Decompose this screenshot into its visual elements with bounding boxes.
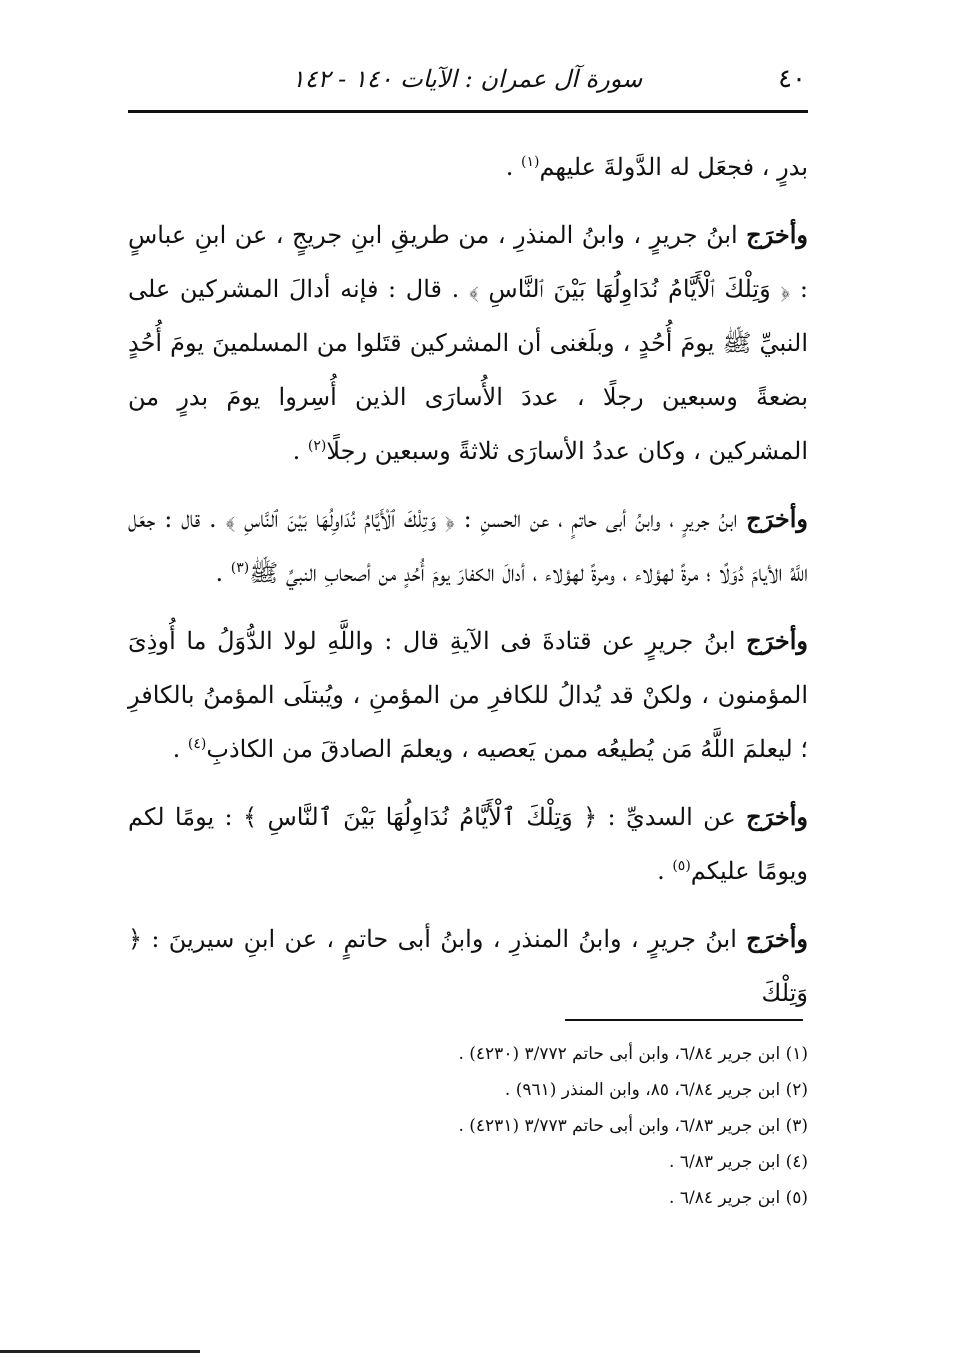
paragraph-lead: وأخرَج (746, 504, 808, 533)
footnote: (٥) ابن جرير ٦/٨٤ . (669, 1188, 808, 1208)
paragraph (128, 790, 808, 898)
paragraph (128, 208, 808, 478)
paragraph (128, 492, 808, 600)
paragraph (128, 140, 808, 194)
page-header (128, 62, 806, 102)
paragraph-lead: وأخرَج (746, 802, 808, 831)
footnote-marker: (٢) (307, 438, 327, 454)
footnote-marker: (١) (520, 154, 540, 170)
paragraph-end: . (215, 559, 231, 587)
paragraph-text: ابنُ جريرٍ ، وابنُ أبى حاتمٍ ، عن الحسنِ : ﴿ وَتِلْكَ ٱلْأَيَّامُ نُدَاوِلُهَا بَيْنَ ٱلنَّاسِ ﴾ . قال : جعَل اللَّهُ الأيامَ دُوَلًا ؛ مرةً لهؤلاء ، ومرةً لهؤلاء ، أدالَ الكفارَ يومَ أُحُدٍ من أصحابِ النبيِّ ﷺ (128, 505, 808, 587)
paragraph-end: . (172, 735, 188, 763)
footnote-rule (565, 1019, 803, 1021)
footnote-marker: (٥) (672, 858, 691, 874)
paragraph-end: . (657, 857, 673, 885)
paragraph-text: ابنُ جريرٍ عن قتادةَ فى الآيةِ قال : واللَّهِ لولا الدُّوَلُ ما أُوذِىَ المؤمنون ، ولكنْ قد يُدالُ للكافرِ من المؤمنِ ، ويُبتلَى المؤمنُ بالكافرِ ؛ ليعلمَ اللَّهُ مَن يُطيعُه ممن يَعصيه ، ويعلمَ الصادقَ من الكاذبِ (128, 627, 808, 763)
footnotes (128, 1036, 808, 1216)
paragraph-lead: وأخرَج (746, 220, 808, 249)
paragraph (128, 614, 808, 776)
paragraph-end: . (505, 153, 521, 181)
page-number: ٤٠ (778, 64, 806, 94)
footnote: (٤) ابن جرير ٦/٨٣ . (669, 1152, 808, 1172)
paragraph (128, 912, 808, 1020)
paragraph-end: . (292, 437, 308, 465)
main-text (128, 140, 808, 1034)
paragraph-text: بدرٍ ، فجعَل له الدَّولةَ عليهم (539, 153, 808, 181)
paragraph-text: ابنُ جريرٍ ، وابنُ المنذرِ ، وابنُ أبى حاتمٍ ، عن ابنِ سيرينَ : ﴿ وَتِلْكَ (128, 925, 808, 1007)
paragraph-lead: وأخرَج (746, 626, 808, 655)
footnote: (١) ابن جرير ٦/٨٤، وابن أبى حاتم ٣/٧٧٢ (٤٢٣٠) . (458, 1044, 808, 1064)
footnote: (٢) ابن جرير ٦/٨٤، ٨٥، وابن المنذر (٩٦١) . (504, 1080, 808, 1100)
paragraph-text: ابنُ جريرٍ ، وابنُ المنذرِ ، من طريقِ ابنِ جريجٍ ، عن ابنِ عباسٍ : ﴿ وَتِلْكَ ٱلْأَيَّامُ نُدَاوِلُهَا بَيْنَ ٱلنَّاسِ ﴾ . قال : فإنه أدالَ المشركين على النبيِّ ﷺ يومَ أُحُدٍ ، وبلَغنى أن المشركين قتَلوا من المسلمينَ يومَ أُحُدٍ بضعةً وسبعين رجلًا ، عددَ الأُسارَى الذين أُسِروا يومَ بدرٍ من المشركين ، وكان عددُ الأسارَى ثلاثةً وسبعين رجلًا (128, 221, 808, 465)
paragraph-lead: وأخرَج (746, 924, 808, 953)
footnote-marker: (٤) (187, 736, 207, 752)
page-edge-line (0, 1350, 200, 1353)
footnote: (٣) ابن جرير ٦/٨٣، وابن أبى حاتم ٣/٧٧٣ (٤٢٣١) . (458, 1116, 808, 1136)
footnote-marker: (٣) (230, 560, 250, 576)
running-title: سورة آل عمران : الآيات ١٤٠ - ١٤٢ (291, 65, 643, 93)
paragraph-text: عن السديِّ : ﴿ وَتِلْكَ ٱلْأَيَّامُ نُدَاوِلُهَا بَيْنَ ٱلنَّاسِ ﴾ : يومًا لكم ويومًا عليكم (128, 803, 808, 885)
header-rule (128, 110, 808, 113)
